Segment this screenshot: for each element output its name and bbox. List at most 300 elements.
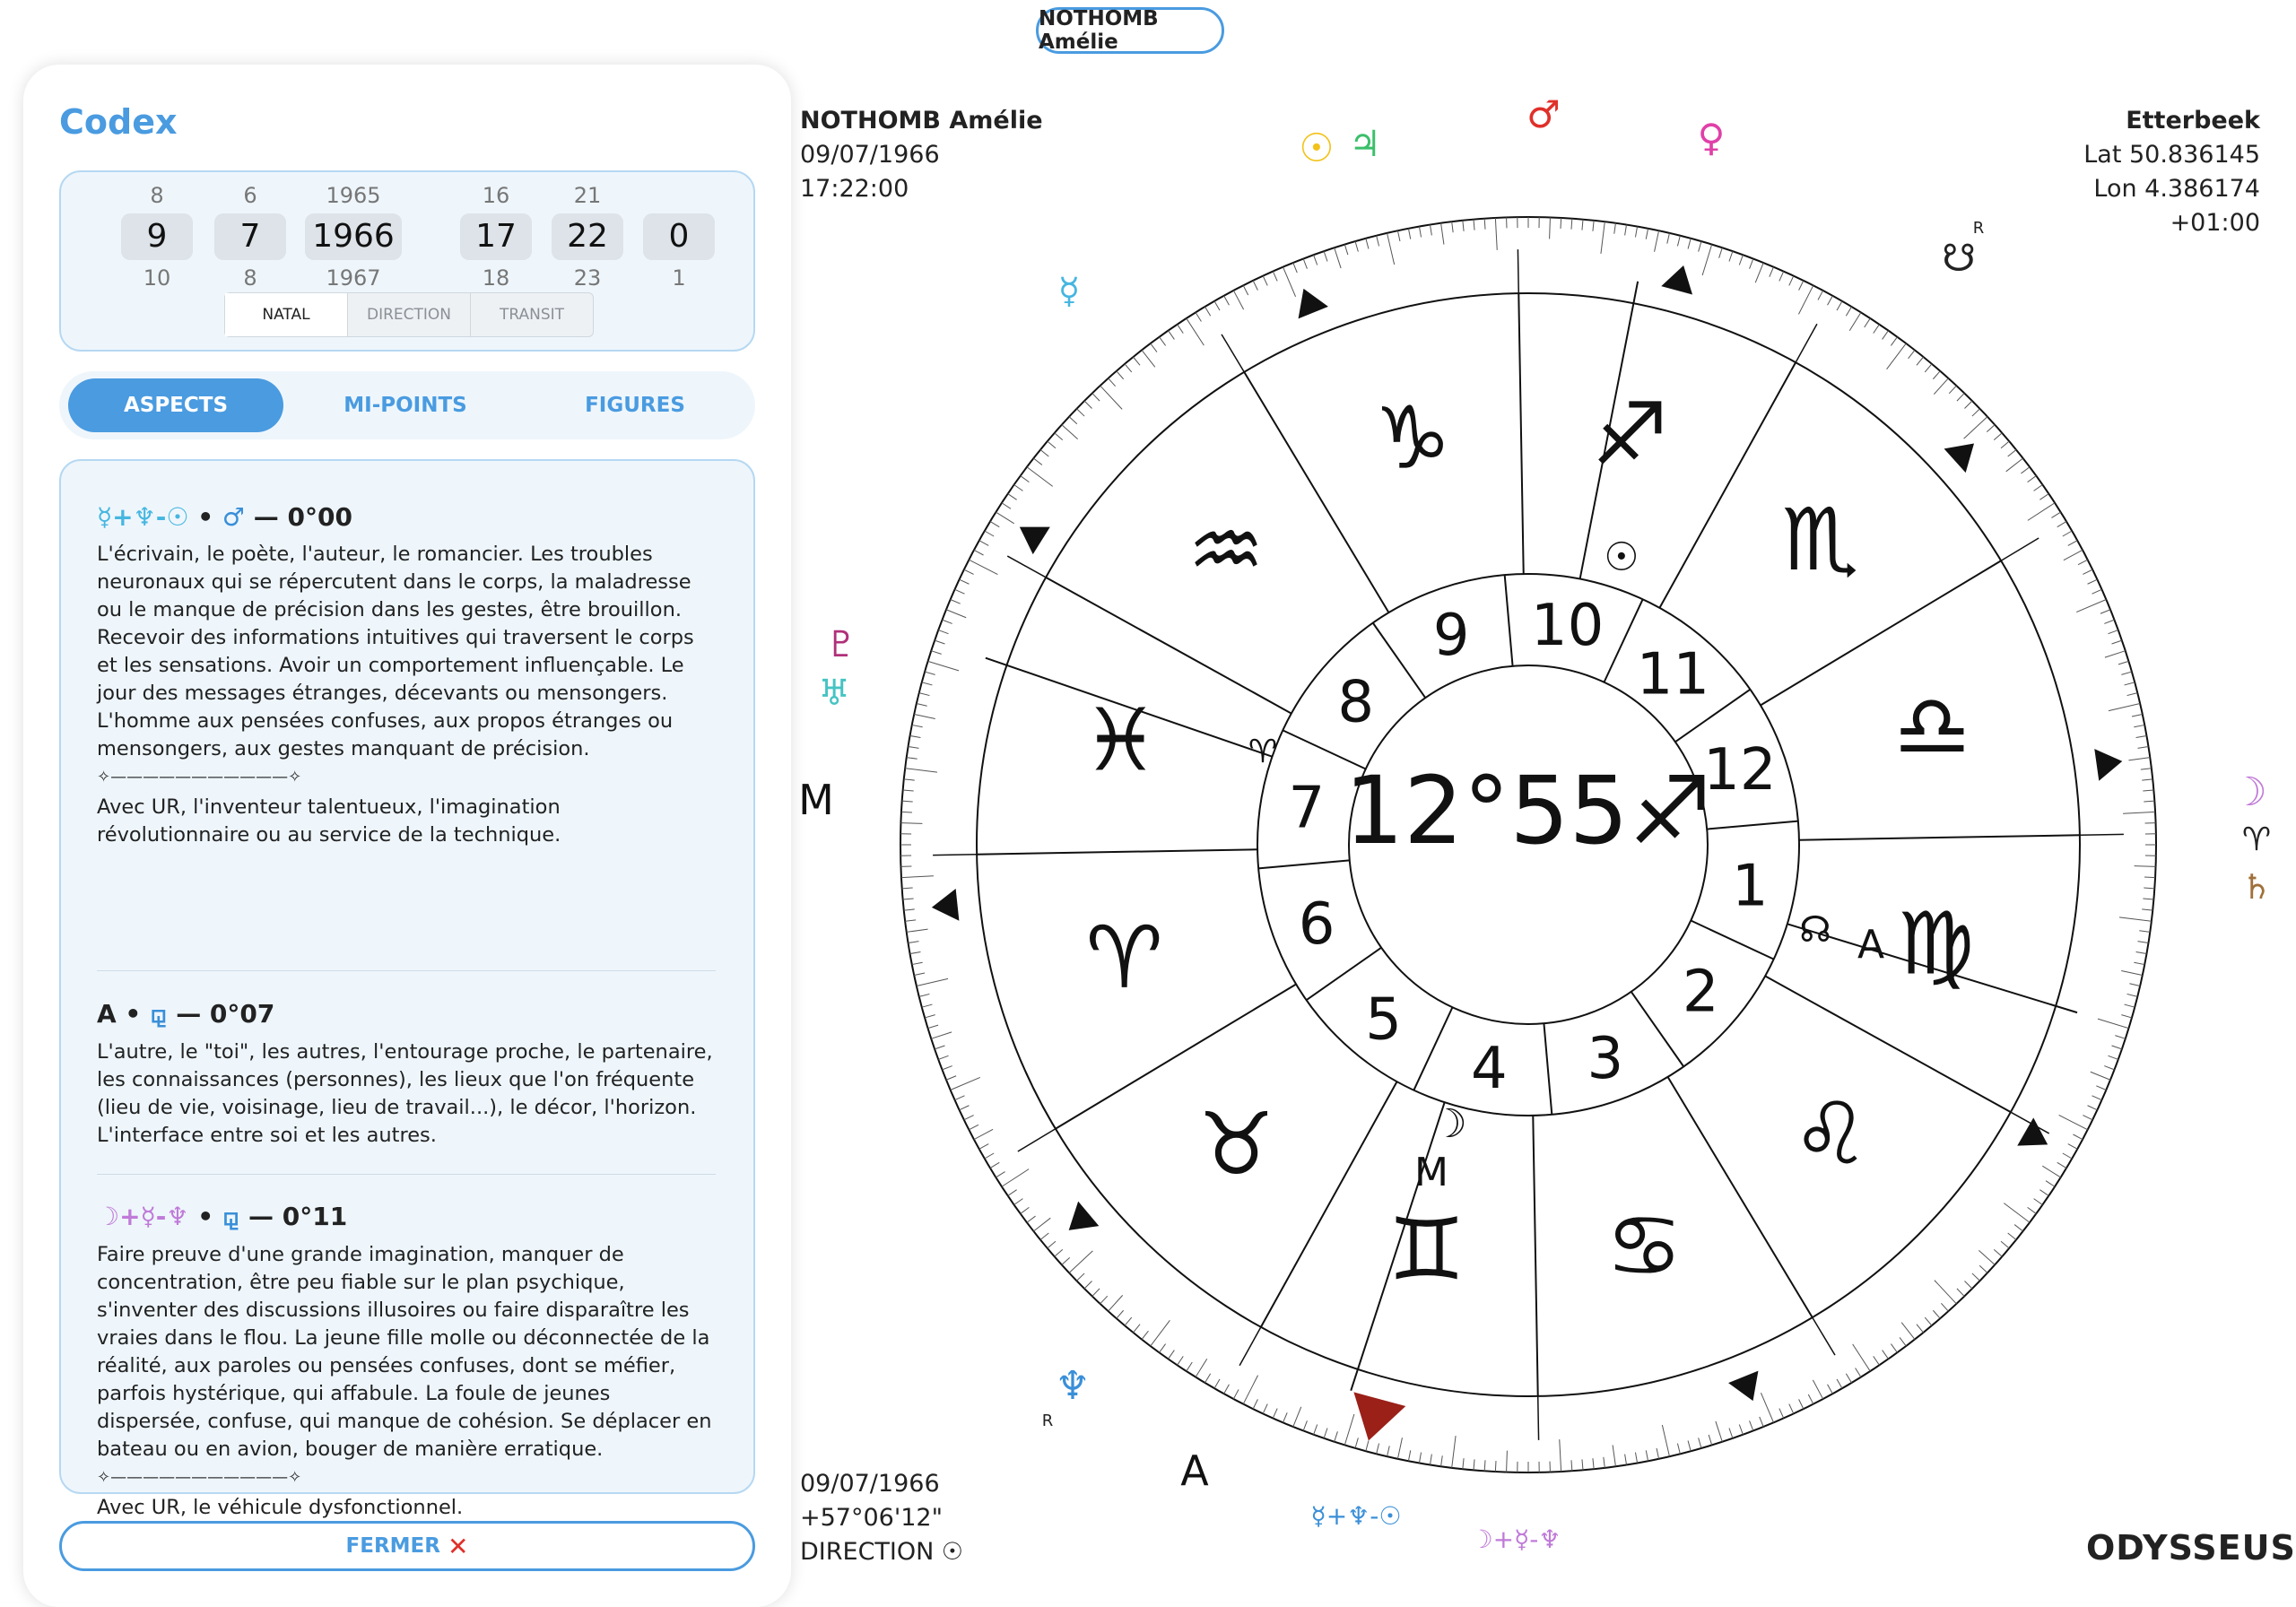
degree-tick: [960, 579, 970, 584]
degree-tick: [1048, 1241, 1056, 1248]
degree-tick: [1925, 364, 1932, 372]
sign-glyph-icon: ♍: [1898, 893, 1975, 994]
aspect-text: Faire preuve d'une grande imagination, manquer de concentration, être peu fiable sur le plan psychique, s'inventer des discussions illusoires ou faire disparaître les vraies dans le flou. La jeune fille molle ou déconnectée de la réalité, aux paroles ou pensées confuses, dont se méfier, parfois hystérique, qui affabule. La foule de jeunes dispersée, confuse, qui manque de cohésion. Se déplacer en bateau ou en avion, bouger de manière erratique.: [97, 1241, 716, 1464]
degree-tick: [2028, 503, 2055, 521]
degree-tick: [1076, 1273, 1084, 1281]
degree-tick: [2109, 1055, 2118, 1059]
degree-tick: [2059, 1115, 2088, 1129]
degree-tick: [2104, 620, 2114, 623]
mode-transit[interactable]: TRANSIT: [471, 293, 593, 336]
degree-tick: [1964, 401, 1971, 408]
degree-tick: [1979, 1250, 1995, 1264]
date-picker: [59, 170, 755, 352]
degree-tick: [1196, 312, 1201, 321]
degree-tick: [2139, 931, 2150, 933]
degree-tick: [1377, 236, 1379, 247]
sign-divider-outer: [1813, 1317, 1835, 1355]
degree-tick: [2064, 550, 2083, 560]
degree-tick: [1925, 1317, 1932, 1325]
degree-tick: [2125, 682, 2135, 685]
degree-tick: [1987, 425, 1995, 432]
tab-figures[interactable]: FIGURES: [527, 378, 743, 432]
degree-tick: [1133, 357, 1140, 365]
tab-aspects[interactable]: ASPECTS: [68, 378, 283, 432]
degree-tick: [928, 1025, 938, 1029]
degree-tick: [1709, 1435, 1712, 1445]
degree-tick: [1495, 218, 1497, 250]
midpoint-label: ☽+☿-♆: [1471, 1524, 1561, 1554]
semisquare-icon: ⚼: [150, 999, 167, 1029]
degree-tick: [1917, 1325, 1924, 1333]
direction-arrow-icon: [2017, 1117, 2056, 1159]
longitude: Lon 4.386174: [2083, 172, 2260, 206]
degree-tick: [1008, 494, 1017, 500]
degree-tick: [1273, 1409, 1277, 1419]
degree-tick: [1430, 225, 1431, 236]
degree-tick: [1408, 229, 1410, 239]
degree-tick: [1972, 409, 1980, 416]
degree-tick: [1125, 1317, 1132, 1325]
inner-node-icon[interactable]: ☊: [1799, 909, 1831, 951]
minute-spinner[interactable]: 21 22 23: [538, 181, 637, 292]
inner-ascendant-label[interactable]: A: [1857, 922, 1884, 968]
degree-tick: [1891, 337, 1897, 346]
mode-direction[interactable]: DIRECTION: [348, 293, 471, 336]
degree-tick: [1253, 281, 1257, 291]
degree-tick: [2121, 672, 2132, 674]
degree-tick: [2115, 1036, 2125, 1039]
degree-tick: [1430, 1455, 1431, 1465]
degree-tick: [1964, 1281, 1971, 1288]
degree-tick: [925, 1015, 935, 1018]
degree-tick: [1002, 1169, 1029, 1187]
degree-tick: [1314, 1425, 1318, 1435]
degree-tick: [2134, 725, 2144, 726]
degree-tick: [1677, 1444, 1680, 1455]
uranus-icon[interactable]: ♅: [818, 673, 850, 714]
house-divider: [1544, 1023, 1552, 1115]
divider: [97, 1174, 716, 1175]
degree-tick: [1614, 223, 1616, 234]
degree-tick: [1853, 1344, 1871, 1371]
birth-place: Etterbeek: [2083, 104, 2260, 138]
degree-tick: [2028, 1207, 2037, 1213]
sign-divider-outer: [1239, 1327, 1261, 1366]
degree-tick: [2039, 1190, 2048, 1196]
hour-spinner[interactable]: 16 17 18: [447, 181, 545, 292]
degree-tick: [1151, 1320, 1170, 1346]
house-number: 10: [1531, 593, 1604, 659]
degree-tick: [2039, 494, 2048, 500]
degree-tick: [2112, 1046, 2122, 1049]
degree-tick: [1084, 1281, 1091, 1288]
degree-tick: [1755, 263, 1763, 282]
degree-tick: [1314, 255, 1318, 265]
degree-tick: [1168, 331, 1174, 340]
degree-tick: [1837, 1379, 1842, 1388]
degree-tick: [1142, 1331, 1148, 1339]
chart-name-pill[interactable]: NOTHOMB Amélie: [1036, 7, 1224, 54]
sign-glyph-icon: ♋: [1605, 1195, 1683, 1296]
degree-tick: [2129, 984, 2140, 986]
degree-tick: [1883, 331, 1889, 340]
degree-tick: [1092, 1289, 1100, 1297]
degree-tick: [2138, 942, 2149, 943]
sign-glyph-icon: ♒: [1187, 500, 1265, 601]
degree-tick: [1828, 296, 1833, 305]
degree-tick: [1178, 325, 1184, 334]
degree-tick: [2088, 1106, 2098, 1110]
degree-tick: [1117, 1310, 1124, 1318]
aspect-item[interactable]: [97, 502, 716, 849]
degree-tick: [1613, 1445, 1615, 1466]
degree-tick: [964, 1116, 974, 1120]
degree-tick: [1750, 258, 1753, 268]
neptune-icon[interactable]: ♆: [1055, 1363, 1090, 1409]
year-spinner[interactable]: 1965 1966 1967: [291, 181, 416, 292]
moon-icon[interactable]: ☽: [2231, 769, 2266, 815]
degree-tick: [1387, 233, 1395, 265]
venus-icon[interactable]: ♀: [1698, 116, 1726, 160]
degree-tick: [946, 610, 966, 618]
degree-tick: [974, 1129, 993, 1139]
degree-tick: [985, 1153, 994, 1159]
degree-tick: [2057, 1162, 2066, 1168]
degree-tick: [1657, 1448, 1658, 1459]
degree-tick: [951, 599, 961, 604]
second-spinner[interactable]: 0 1: [630, 181, 728, 292]
degree-tick: [1994, 1249, 2002, 1256]
direction-arrow-icon: [1289, 282, 1328, 318]
degree-tick: [1151, 343, 1157, 352]
birth-time: 17:22:00: [800, 172, 1043, 206]
degree-tick: [1646, 1450, 1648, 1461]
degree-tick: [2100, 610, 2110, 613]
direction-arrow-icon: [1661, 261, 1699, 294]
degree-tick: [2068, 541, 2077, 546]
sign-divider-outer: [2080, 834, 2124, 835]
degree-tick: [1601, 222, 1605, 254]
degree-tick: [2051, 512, 2060, 517]
degree-tick: [2034, 484, 2043, 491]
tab-mi-points[interactable]: MI-POINTS: [298, 378, 513, 432]
degree-tick: [935, 1046, 944, 1049]
degree-tick: [904, 779, 915, 780]
degree-tick: [2046, 1181, 2055, 1187]
degree-tick: [979, 1144, 988, 1150]
degree-tick: [1062, 425, 1078, 439]
degree-tick: [946, 1076, 956, 1080]
house-divider: [1691, 921, 1773, 960]
degree-tick: [2004, 1203, 2030, 1223]
degree-tick: [1909, 350, 1915, 358]
degree-tick: [2008, 449, 2016, 456]
degree-tick: [1874, 325, 1880, 334]
degree-tick: [990, 1162, 999, 1168]
degree-tick: [960, 1106, 970, 1110]
house-divider: [1707, 821, 1798, 830]
degree-tick: [1117, 371, 1124, 379]
house-number: 2: [1683, 959, 1719, 1025]
degree-tick: [922, 1004, 933, 1007]
degree-tick: [1178, 1356, 1184, 1365]
degree-tick: [1933, 371, 1940, 379]
divider: [97, 970, 716, 971]
aspect-list[interactable]: [59, 459, 755, 1494]
direction-arrow-icon: [1011, 513, 1050, 554]
degree-tick: [1021, 1207, 1030, 1213]
degree-tick: [1452, 222, 1453, 232]
retrograde-label: R: [1973, 219, 1985, 238]
degree-tick: [1719, 248, 1723, 257]
panel-tabs: [59, 371, 755, 439]
degree-tick: [942, 1066, 952, 1070]
month-spinner[interactable]: 6 7 8: [201, 181, 300, 292]
degree-tick: [2008, 1233, 2016, 1240]
sign-divider-outer: [1222, 334, 1244, 372]
house-number: 9: [1433, 603, 1470, 669]
aries-point-icon[interactable]: ♈: [2242, 821, 2271, 858]
degree-tick: [985, 531, 994, 536]
degree-tick: [1214, 301, 1220, 310]
degree-tick: [1293, 1407, 1301, 1427]
aspect-item[interactable]: [97, 1202, 716, 1550]
sign-divider: [1261, 1081, 1397, 1327]
degree-tick: [1849, 312, 1861, 330]
degree-tick: [907, 929, 928, 932]
sign-glyph-icon: ♑: [1374, 388, 1451, 489]
degree-tick: [1635, 1453, 1637, 1464]
degree-tick: [1243, 1376, 1257, 1404]
midpoint-label: ☿+♆-☉: [1311, 1501, 1402, 1531]
degree-tick: [2127, 994, 2138, 996]
degree-tick: [1994, 433, 2002, 440]
degree-tick: [1160, 1344, 1166, 1353]
degree-tick: [1062, 1257, 1070, 1264]
degree-tick: [974, 550, 984, 555]
degree-tick: [1366, 239, 1369, 249]
aspect-header: ☽+☿-♆ • ⚼ — 0°11: [97, 1202, 716, 1232]
sign-glyph-icon: ♈: [1086, 908, 1163, 1008]
degree-tick: [1273, 272, 1277, 282]
degree-tick: [1293, 263, 1297, 273]
degree-tick: [2088, 579, 2098, 584]
degree-tick: [2063, 531, 2072, 536]
center-degree: 12°55♐: [1344, 756, 1712, 865]
degree-tick: [922, 682, 933, 685]
degree-tick: [2128, 758, 2150, 760]
inner-sun-icon[interactable]: ☉: [1604, 534, 1639, 580]
sign-glyph-icon: ♏: [1781, 490, 1858, 590]
degree-tick: [1160, 337, 1166, 346]
degree-tick: [1729, 251, 1733, 261]
degree-tick: [1702, 245, 1712, 275]
degree-tick: [907, 758, 918, 760]
house-number: 1: [1732, 854, 1769, 920]
degree-tick: [951, 1077, 980, 1090]
direction-mode: DIRECTION ☉: [800, 1535, 963, 1569]
direction-arrow-icon: [2094, 745, 2125, 781]
birth-date: 09/07/1966: [800, 138, 1043, 172]
degree-tick: [2143, 790, 2153, 791]
degree-tick: [2142, 779, 2152, 780]
degree-tick: [1040, 449, 1048, 456]
degree-tick: [1484, 1460, 1485, 1471]
aspect-text: L'autre, le "toi", les autres, l'entourage proche, le partenaire, les connaissances (personnes), les lieux que l'on fréquente (lieu de vie, voisinage, lieu de travail...), le décor, l'horizon. L'interface entre soi et les autres.: [97, 1038, 716, 1150]
degree-tick: [2135, 866, 2156, 867]
degree-tick: [1865, 318, 1871, 327]
mars-icon[interactable]: ♂: [1526, 92, 1561, 136]
sign-divider: [1668, 1077, 1813, 1317]
sign-divider-outer: [1796, 324, 1817, 362]
degree-tick: [2083, 1116, 2092, 1120]
aspect-text: L'écrivain, le poète, l'auteur, le romancier. Les troubles neuronaux qui se répercutent dans le corps, la maladresse ou le manque de précision dans les gestes, être brouillon. Recevoir des informations intuitives qui traversent le corps et les sensations. Avoir un comportement influençable. Le jour des messages étranges, décevants ou mensongers. L'homme aux pensées confuses, aux propos étranges ou mensongers, aux gestes manquant de précision.: [97, 541, 716, 763]
degree-tick: [1224, 296, 1230, 305]
degree-tick: [1069, 417, 1077, 424]
astro-wheel[interactable]: [807, 81, 2278, 1551]
degree-tick: [2014, 1225, 2022, 1231]
degree-tick: [1233, 1389, 1239, 1399]
degree-tick: [1941, 1303, 1948, 1311]
degree-tick: [919, 693, 930, 696]
degree-tick: [1635, 227, 1637, 238]
degree-tick: [912, 962, 923, 964]
sign-divider: [1518, 293, 1523, 574]
degree-tick: [1324, 1429, 1327, 1438]
degree-tick: [1655, 230, 1659, 251]
inner-aries-icon[interactable]: ♈: [1248, 734, 1277, 770]
degree-tick: [1507, 1451, 1508, 1472]
aspect-item[interactable]: [97, 999, 716, 1150]
degree-tick: [1887, 343, 1907, 369]
degree-tick: [902, 888, 913, 889]
pluto-icon[interactable]: ♇: [825, 624, 857, 665]
degree-tick: [1055, 1249, 1063, 1256]
degree-tick: [996, 512, 1013, 524]
degree-tick: [996, 1172, 1004, 1177]
house-divider: [1505, 575, 1513, 666]
degree-tick: [1883, 1351, 1889, 1359]
degree-tick: [1377, 1444, 1379, 1455]
degree-tick: [1677, 236, 1680, 247]
sign-glyph-icon: ♊: [1388, 1200, 1465, 1300]
degree-tick: [2127, 693, 2138, 696]
degree-tick: [1040, 1233, 1048, 1240]
degree-tick: [2078, 560, 2088, 564]
degree-tick: [2098, 1019, 2128, 1029]
degree-tick: [1441, 223, 1444, 245]
degree-tick: [1625, 225, 1627, 236]
degree-tick: [914, 973, 925, 975]
aspect-header: ☿+♆-☉ • ♂ — 0°00: [97, 502, 716, 532]
mode-natal[interactable]: NATAL: [225, 293, 348, 336]
degree-tick: [2136, 951, 2147, 953]
degree-tick: [1419, 227, 1421, 238]
degree-tick: [1761, 1393, 1773, 1422]
degree-tick: [1205, 307, 1210, 316]
degree-tick: [1604, 1457, 1605, 1468]
degree-tick: [1933, 1310, 1940, 1318]
degree-tick: [912, 725, 923, 726]
degree-tick: [1253, 1399, 1257, 1409]
degree-tick: [2121, 971, 2142, 976]
degree-tick: [910, 951, 921, 953]
degree-tick: [2076, 599, 2106, 612]
degree-tick: [909, 942, 919, 943]
degree-tick: [1779, 272, 1784, 282]
sign-divider: [1244, 372, 1388, 612]
degree-tick: [1799, 281, 1804, 291]
degree-tick: [1770, 267, 1774, 277]
degree-tick: [2006, 458, 2023, 472]
degree-tick: [1934, 378, 1948, 395]
inner-mc-label[interactable]: M: [1414, 1150, 1448, 1195]
degree-tick: [1750, 1420, 1753, 1430]
degree-tick: [1033, 1218, 1050, 1231]
degree-tick: [904, 909, 915, 910]
degree-tick: [2105, 651, 2126, 657]
degree-tick: [2073, 1134, 2083, 1140]
mercury-icon[interactable]: ☿: [1058, 271, 1081, 312]
degree-tick: [1344, 1414, 1354, 1445]
degree-tick: [2136, 735, 2147, 737]
house-number: 3: [1587, 1026, 1623, 1092]
inner-moon-icon[interactable]: ☽: [1431, 1101, 1466, 1147]
degree-tick: [2091, 1072, 2110, 1080]
degree-tick: [2142, 909, 2152, 910]
degree-tick: [1625, 1455, 1627, 1465]
degree-tick: [1324, 251, 1327, 261]
degree-tick: [1856, 1368, 1861, 1377]
semisquare-icon: ⚼: [222, 1202, 239, 1231]
aspect-extra: Avec UR, l'inventeur talentueux, l'imagination révolutionnaire ou au service de la technique.: [97, 794, 716, 849]
degree-tick: [901, 876, 934, 878]
degree-tick: [1033, 458, 1041, 465]
degree-tick: [928, 661, 959, 671]
jupiter-icon[interactable]: ♃: [1349, 124, 1381, 165]
degree-tick: [2109, 704, 2140, 711]
degree-tick: [2109, 630, 2118, 634]
degree-tick: [938, 630, 948, 634]
degree-tick: [2144, 801, 2154, 802]
degree-tick: [1901, 1323, 1915, 1340]
saturn-icon[interactable]: ♄: [2241, 867, 2272, 907]
degree-tick: [1048, 441, 1056, 448]
degree-tick: [1593, 1458, 1594, 1469]
node-icon[interactable]: ☋: [1942, 236, 1975, 280]
degree-tick: [1484, 219, 1485, 230]
degree-tick: [1014, 484, 1023, 491]
house-number: 6: [1299, 891, 1335, 958]
degree-tick: [1699, 1438, 1701, 1448]
degree-tick: [969, 560, 997, 574]
asc-axis-label: A: [1180, 1446, 1209, 1495]
degree-tick: [1779, 1409, 1784, 1419]
degree-tick: [925, 672, 935, 674]
degree-tick: [1027, 1216, 1036, 1222]
sign-divider-outer: [2001, 538, 2039, 560]
direction-arc: +57°06'12": [800, 1501, 963, 1535]
degree-tick: [902, 801, 913, 802]
sun-icon[interactable]: ☉: [1299, 126, 1334, 171]
degree-tick: [1109, 1295, 1123, 1311]
degree-tick: [1335, 248, 1341, 268]
degree-tick: [2121, 1015, 2132, 1018]
degree-tick: [2112, 640, 2122, 644]
degree-tick: [1397, 1438, 1402, 1458]
day-spinner[interactable]: 8 9 10: [108, 181, 206, 292]
close-button[interactable]: FERMER ✕: [59, 1521, 755, 1571]
